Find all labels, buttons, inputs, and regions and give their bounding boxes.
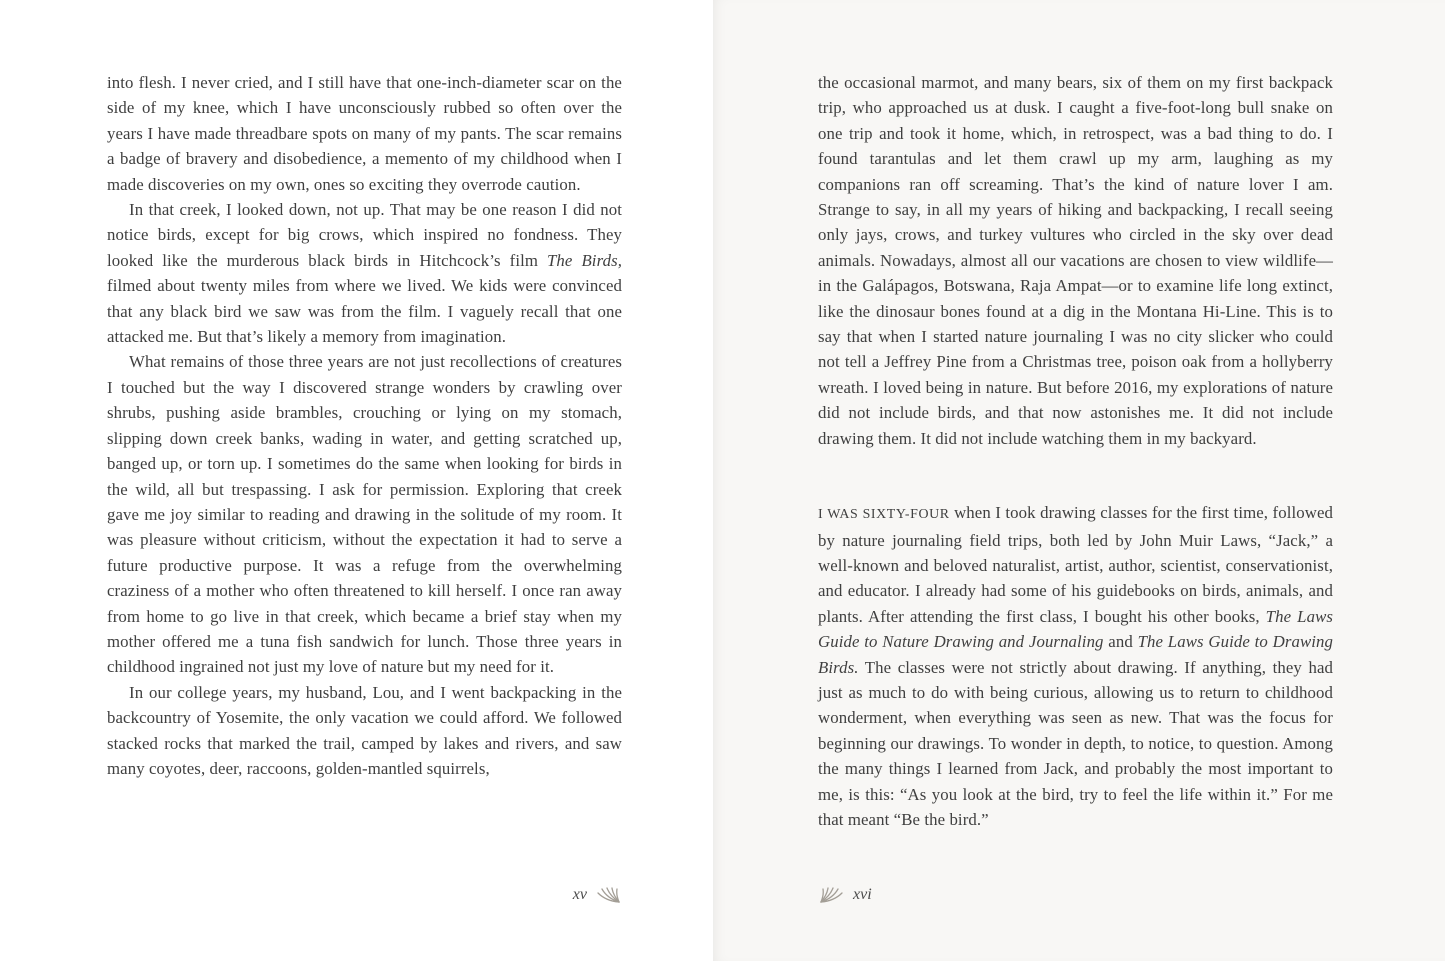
text-run: The classes were not strictly about drawing. If anything, they had just as much to do with being curious, allowing us to return to childhood wonderment, when everything was seen as new. That was the focus for beginning our drawings. To wonder in depth, to notice, to question. Among the many things I learned from Jack, and probably the most important to me, is this: “As you look at the bird, try to feel the life within it.” For me that meant “Be the bird.” [818,657,1333,829]
text-run: In that creek, I looked down, not up. That may be one reason I did not notice birds, except for big crows, which inspired no fondness. They looked like the murderous black birds in Hitchcock’s film [107,200,622,270]
page-number: xvi [853,886,872,903]
book-title-italic: The Laws Guide to Drawing Birds. [818,632,1333,677]
paragraph: the occasional marmot, and many bears, six of them on my first backpack trip, who approached us at dusk. I caught a five-foot-long bull snake on one trip and took it home, which, in retrospect, was a bad thing to do. I found tarantulas and let them crawl up my arm, laughing as my companions ran off screaming. That’s the kind of nature lover I am. Strange to say, in all my years of hiking and backpacking, I recall seeing only jays, crows, and turkey vultures who circled in the sky over dead animals. Nowadays, almost all our vacations are chosen to view wildlife—in the Galápagos, Botswana, Raja Ampat—or to examine life long extinct, like the dinosaur bones found at a dig in the Montana Hi-Line. This is to say that when I started nature journaling I was no city slicker who could not tell a Jeffrey Pine from a Christmas tree, poison oak from a hollyberry wreath. I loved being in nature. But before 2016, my explorations of nature did not include birds, and that now astonishes me. It did not include drawing them. It did not include watching them in my backyard. [818,73,1333,448]
right-page-text [818,70,1333,832]
right-page [713,0,1445,961]
paragraph: In our college years, my husband, Lou, and I went backpacking in the backcountry of Yosemite, the only vacation we could afford. We followed stacked rocks that marked the trail, camped by lakes and rivers, and saw many coyotes, deer, raccoons, golden-mantled squirrels, [107,682,622,778]
paragraph: What remains of those three years are not just recollections of creatures I touched but the way I discovered strange wonders by crawling over shrubs, pushing aside brambles, crouching or lying on my stomach, slipping down creek banks, wading in water, and getting scratched up, banged up, or torn up. I sometimes do the same when looking for birds in the wild, all but trespassing. I ask for permission. Exploring that creek gave me joy similar to reading and drawing in the solitude of my room. It was pleasure without criticism, without the expectation it had to serve a future productive purpose. It was a refuge from the overwhelming craziness of a mother who often threatened to kill herself. I once ran away from home to go live in that creek, which became a brief stay when my mother offered me a tuna fish sandwich for lunch. Those three years in childhood ingrained not just my love of nature but my need for it. [107,352,622,677]
film-title-italic: The Birds, [547,250,622,270]
paragraph [107,197,622,349]
feather-fan-icon [596,887,622,904]
text-run: filmed about twenty miles from where we lived. We kids were convinced that any black bird we saw was from the film. I vaguely recall that one attacked me. But that’s likely a memory from imagination. [107,276,622,347]
feather-fan-icon [818,887,844,904]
left-page [0,0,713,961]
paragraph: into flesh. I never cried, and I still have that one-inch-diameter scar on the side of my knee, which I have unconsciously rubbed so often over the years I have made threadbare spots on many of my pants. The scar remains a badge of bravery and disobedience, a memento of my childhood when I made discoveries on my own, ones so exciting they overrode caution. [107,73,622,194]
left-page-footer [107,883,622,907]
book-title-italic: The Laws Guide to Nature Drawing and Journaling [818,606,1333,652]
lead-in-smallcaps: I WAS SIXTY-FOUR [818,507,950,523]
page-number: xv [572,886,587,903]
paragraph-section-start [818,500,1333,832]
left-page-text [107,70,622,781]
text-run: and [1103,632,1138,652]
right-page-footer [818,883,872,907]
text-run: when I took drawing classes for the first time, followed by nature journaling field trips, both led by John Muir Laws, “Jack,” a well-known and beloved naturalist, artist, author, scientist, conservationist, and educator. I already had some of his guidebooks on birds, animals, and plants. After attending the first class, I bought his other books, [818,503,1333,626]
